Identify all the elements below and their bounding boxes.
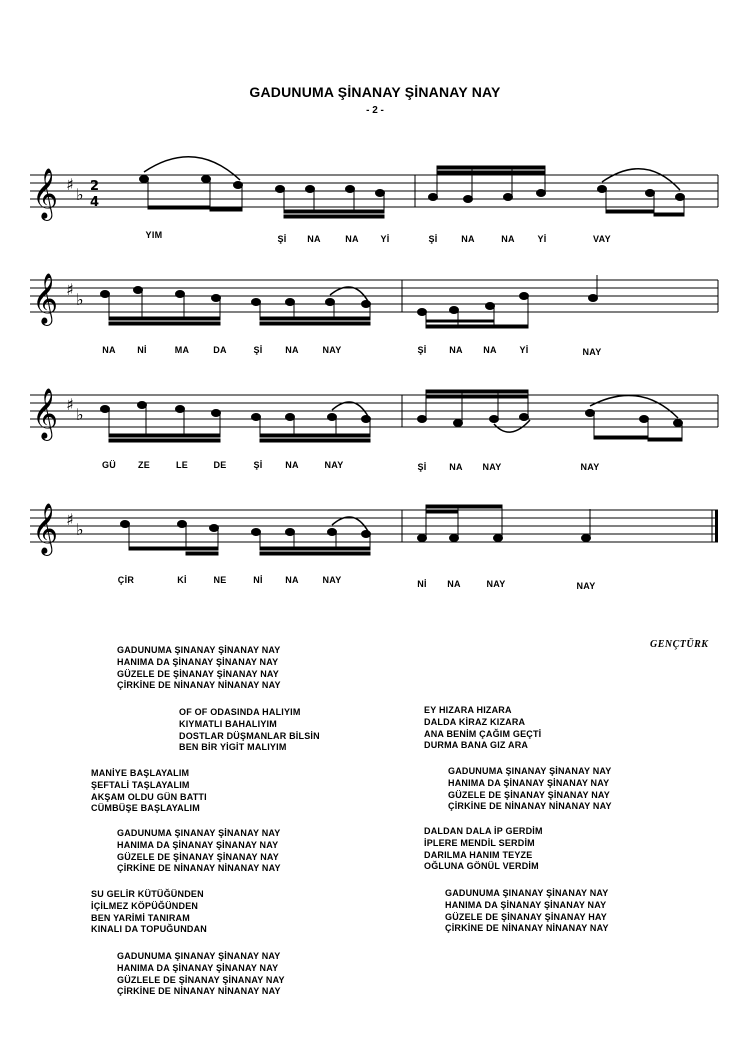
svg-text:𝄞: 𝄞: [32, 503, 59, 554]
staff-4-notation: [30, 505, 720, 605]
composer-signature: GENÇTÜRK: [650, 639, 709, 650]
verse-line: ÇİRKİNE DE NİNANAY NİNANAY NAY: [445, 923, 609, 934]
lyric-syllable: ÇİR: [117, 575, 135, 585]
verse-block: [117, 828, 281, 875]
lyric-syllable: NAY: [576, 581, 596, 591]
lyric-syllable: Şİ: [253, 460, 263, 470]
lyric-syllable: NA: [501, 234, 515, 244]
verse-line: GADUNUMA ŞINANAY ŞİNANAY NAY: [117, 951, 281, 961]
verse-block: [424, 826, 543, 873]
verse-line: HANIMA DA ŞİNANAY ŞİNANAY NAY: [445, 899, 607, 910]
verse-line: ÇİRKİNE DE NİNANAY NİNANAY NAY: [448, 801, 612, 812]
verse-line: MANİYE BAŞLAYALIM: [91, 768, 190, 778]
page-number: - 2 -: [366, 105, 384, 116]
verse-line: GÜZELE DE ŞİNANAY ŞİNANAY HAY: [445, 911, 608, 922]
verse-block: [91, 889, 207, 936]
verse-block: [179, 707, 320, 754]
lyric-syllable: NA: [345, 234, 359, 244]
verse-line: GÜZELE DE ŞİNANAY ŞİNANAY NAY: [448, 789, 611, 800]
verse-line: HANIMA DA ŞİNANAY ŞİNANAY NAY: [448, 777, 610, 788]
svg-text:𝄞: 𝄞: [32, 168, 59, 219]
music-staff-1: [30, 160, 720, 260]
lyric-syllable: VAY: [593, 234, 611, 244]
lyric-syllable: Şİ: [253, 345, 263, 355]
svg-text:4: 4: [90, 195, 100, 210]
verse-block: [117, 951, 285, 998]
svg-text:𝄞: 𝄞: [32, 273, 59, 324]
staff-2-notation: [30, 275, 720, 375]
lyric-syllable: NAY: [486, 579, 506, 589]
music-staff-4: [30, 505, 720, 605]
verse-line: GADUNUMA ŞINANAY ŞİNANAY NAY: [117, 828, 281, 838]
verse-block: [445, 888, 609, 935]
lyric-syllable: YIM: [145, 230, 163, 240]
verse-line: DOSTLAR DÜŞMANLAR BİLSİN: [179, 730, 320, 741]
verse-line: EY HIZARA HIZARA: [424, 705, 512, 715]
verse-line: DARILMA HANIM TEYZE: [424, 849, 533, 860]
lyric-syllable: NAY: [482, 462, 502, 472]
svg-text:♯: ♯: [66, 175, 74, 194]
lyric-syllable: Nİ: [253, 575, 263, 585]
lyric-syllable: NAY: [322, 575, 342, 585]
verse-line: GÜZELE DE ŞİNANAY ŞİNANAY NAY: [117, 851, 280, 862]
lyric-syllable: NA: [307, 234, 321, 244]
verse-line: SU GELİR KÜTÜĞÜNDEN: [91, 889, 204, 899]
verse-block: [424, 705, 541, 752]
verse-line: GADUNUMA ŞINANAY ŞİNANAY NAY: [445, 888, 609, 898]
verse-line: OF OF ODASINDA HALIYIM: [179, 707, 301, 717]
lyric-syllable: ZE: [137, 460, 151, 470]
verse-line: AKŞAM OLDU GÜN BATTI: [91, 791, 207, 802]
svg-text:♯: ♯: [66, 395, 74, 414]
lyric-syllable: NA: [483, 345, 497, 355]
lyric-syllable: NA: [447, 579, 461, 589]
lyric-syllable: NA: [285, 345, 299, 355]
lyric-syllable: NAY: [580, 462, 600, 472]
lyric-syllable: GÜ: [101, 460, 117, 470]
staff-1-notation: [30, 160, 720, 260]
verse-block: [117, 645, 281, 692]
verse-block: [91, 768, 207, 815]
staff-3-notation: [30, 390, 720, 490]
lyric-syllable: Şİ: [428, 234, 438, 244]
verse-line: KINALI DA TOPUĞUNDAN: [91, 924, 207, 935]
svg-text:♭: ♭: [76, 520, 84, 539]
lyric-syllable: NAY: [322, 345, 342, 355]
lyric-syllable: Kİ: [177, 575, 187, 585]
verse-line: HANIMA DA ŞİNANAY ŞİNANAY NAY: [117, 656, 279, 667]
svg-text:♯: ♯: [66, 510, 74, 529]
verse-block: [448, 766, 612, 813]
lyric-syllable: Nİ: [137, 345, 147, 355]
lyric-syllable: MA: [174, 345, 190, 355]
svg-text:♯: ♯: [66, 280, 74, 299]
lyric-syllable: Şİ: [417, 345, 427, 355]
lyric-syllable: NAY: [582, 347, 602, 357]
verse-line: GÜZLELE DE ŞİNANAY ŞİNANAY NAY: [117, 974, 285, 985]
verse-line: ŞEFTALİ TAŞLAYALIM: [91, 779, 190, 790]
verse-line: İÇİLMEZ KÖPÜĞÜNDEN: [91, 900, 199, 911]
lyric-syllable: Yİ: [519, 345, 529, 355]
verse-line: CÜMBÜŞE BAŞLAYALIM: [91, 803, 200, 814]
verse-line: BEN YARİMİ TANIRAM: [91, 912, 190, 923]
lyric-syllable: NAY: [324, 460, 344, 470]
lyric-syllable: NA: [461, 234, 475, 244]
verse-line: OĞLUNA GÖNÜL VERDİM: [424, 861, 539, 872]
svg-text:2: 2: [90, 179, 100, 194]
verse-line: GÜZELE DE ŞİNANAY ŞİNANAY NAY: [117, 668, 280, 679]
lyric-syllable: Nİ: [417, 579, 427, 589]
lyric-syllable: NA: [285, 575, 299, 585]
verse-line: BEN BİR YİGİT MALIYIM: [179, 742, 287, 753]
verse-line: GADUNUMA ŞINANAY ŞİNANAY NAY: [448, 766, 612, 776]
verse-line: HANIMA DA ŞİNANAY ŞİNANAY NAY: [117, 839, 279, 850]
verse-line: DURMA BANA GIZ ARA: [424, 740, 529, 751]
lyric-syllable: NA: [102, 345, 116, 355]
lyric-syllable: NA: [285, 460, 299, 470]
lyric-syllable: Yİ: [537, 234, 547, 244]
svg-text:♭: ♭: [76, 185, 84, 204]
lyric-syllable: DA: [213, 345, 227, 355]
verse-line: DALDA KİRAZ KIZARA: [424, 716, 526, 727]
verse-line: ÇİRKİNE DE NİNANAY NİNANAY NAY: [117, 986, 281, 997]
music-staff-3: [30, 390, 720, 490]
verse-line: KIYMATLI BAHALIYIM: [179, 718, 277, 729]
svg-text:𝄞: 𝄞: [32, 388, 59, 439]
verse-line: DALDAN DALA İP GERDİM: [424, 826, 543, 836]
verse-line: ÇİRKİNE DE NİNANAY NİNANAY NAY: [117, 680, 281, 691]
lyric-syllable: NA: [449, 345, 463, 355]
song-title: GADUNUMA ŞİNANAY ŞİNANAY NAY: [249, 84, 501, 100]
verse-line: HANIMA DA ŞİNANAY ŞİNANAY NAY: [117, 962, 279, 973]
lyric-syllable: Şİ: [277, 234, 287, 244]
verse-line: ÇİRKİNE DE NİNANAY NİNANAY NAY: [117, 863, 281, 874]
music-staff-2: [30, 275, 720, 375]
svg-text:♭: ♭: [76, 290, 84, 309]
lyric-syllable: Yİ: [380, 234, 390, 244]
lyric-syllable: Şİ: [417, 462, 427, 472]
verse-line: İPLERE MENDİL SERDİM: [424, 837, 535, 848]
lyric-syllable: NA: [449, 462, 463, 472]
lyric-syllable: DE: [213, 460, 227, 470]
verse-line: GADUNUMA ŞINANAY ŞİNANAY NAY: [117, 645, 281, 655]
verse-line: ANA BENİM ÇAĞIM GEÇTİ: [424, 728, 542, 739]
lyric-syllable: LE: [175, 460, 189, 470]
svg-text:♭: ♭: [76, 405, 84, 424]
lyric-syllable: NE: [213, 575, 227, 585]
